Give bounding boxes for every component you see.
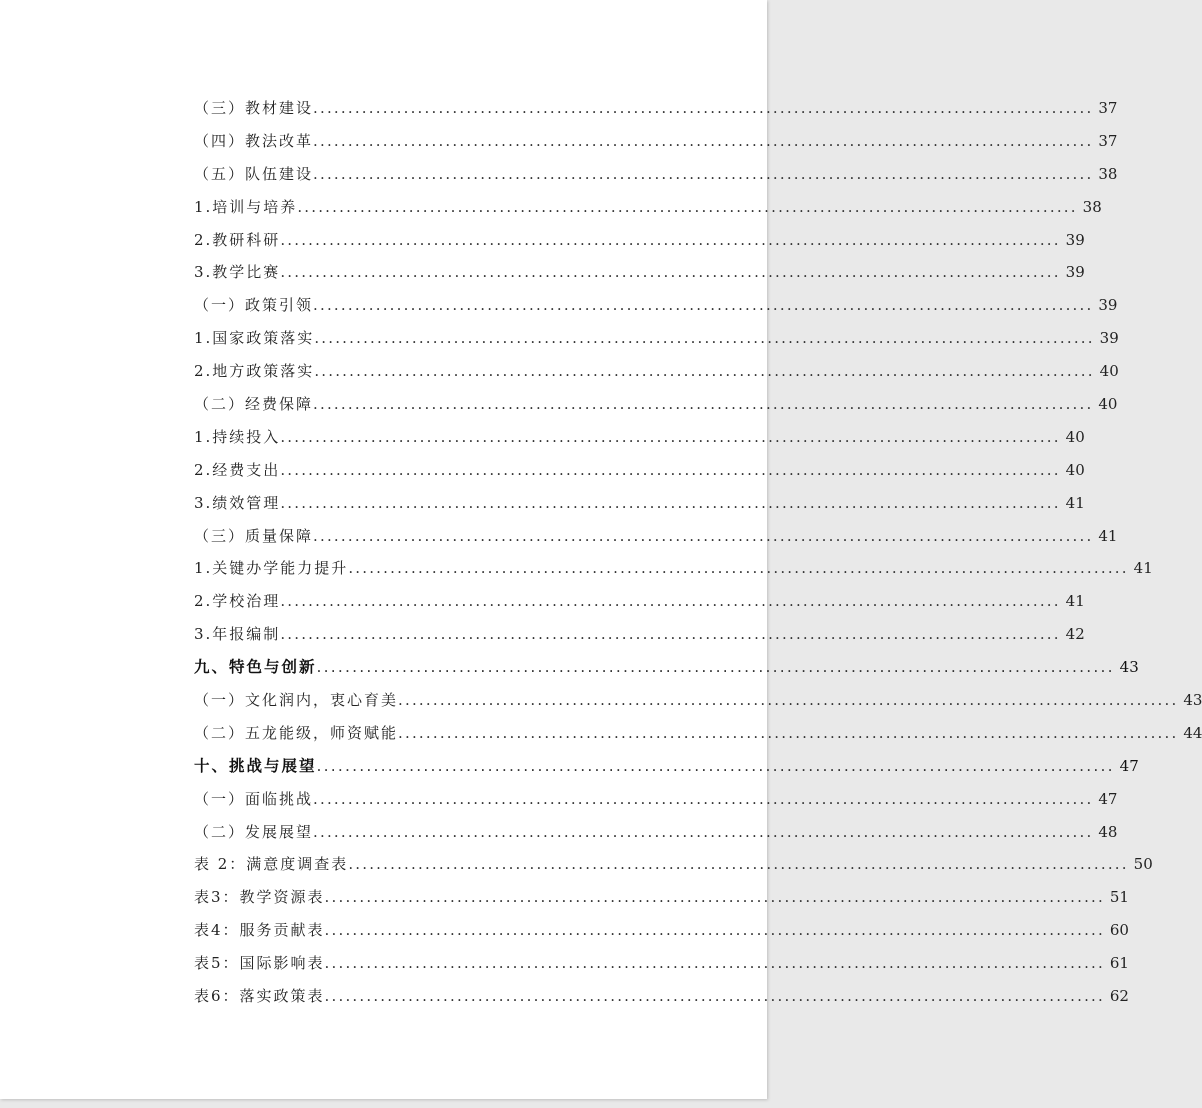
toc-entry-title: 十、挑战与展望 <box>194 756 317 775</box>
toc-dot-leader: ................................................................................................................ <box>314 362 1095 381</box>
toc-entry[interactable] <box>194 914 1129 947</box>
toc-dot-leader: ................................................................................................................ <box>313 164 1094 183</box>
toc-entry-page-number: 47 <box>1119 756 1139 775</box>
toc-entry[interactable] <box>194 256 1085 289</box>
toc-dot-leader: ................................................................................................................ <box>324 888 1105 907</box>
toc-dot-leader: ................................................................................................................ <box>313 526 1094 545</box>
toc-entry-title: （一）文化润内，衷心育美 <box>194 691 399 710</box>
toc-dot-leader: ................................................................................................................ <box>280 263 1061 282</box>
toc-entry-page-number: 41 <box>1098 526 1118 545</box>
toc-entry[interactable] <box>194 684 1202 717</box>
toc-entry-title: 2.学校治理 <box>194 592 281 611</box>
toc-entry[interactable] <box>194 783 1118 816</box>
toc-dot-leader: ................................................................................................................ <box>324 954 1105 973</box>
toc-entry[interactable] <box>194 224 1085 257</box>
toc-entry-title: 表4：服务贡献表 <box>194 921 325 940</box>
toc-dot-leader: ................................................................................................................ <box>297 197 1078 216</box>
toc-entry-page-number: 41 <box>1065 592 1085 611</box>
toc-dot-leader: ................................................................................................................ <box>316 756 1115 775</box>
toc-entry-page-number: 61 <box>1109 954 1129 973</box>
toc-entry[interactable] <box>194 520 1118 553</box>
toc-entry-page-number: 43 <box>1183 691 1202 710</box>
toc-entry[interactable] <box>194 487 1085 520</box>
toc-entry-page-number: 42 <box>1065 625 1085 644</box>
toc-dot-leader: ................................................................................................................ <box>324 987 1105 1006</box>
toc-entry[interactable] <box>194 980 1129 1013</box>
toc-entry[interactable] <box>194 125 1118 158</box>
toc-entry-page-number: 47 <box>1098 789 1118 808</box>
toc-entry-title: 表6：落实政策表 <box>194 987 325 1006</box>
toc-entry-title: 2.地方政策落实 <box>194 362 315 381</box>
toc-entry-page-number: 38 <box>1082 197 1102 216</box>
toc-entry-title: 3.绩效管理 <box>194 493 281 512</box>
toc-entry-page-number: 37 <box>1098 99 1118 117</box>
toc-entry[interactable] <box>194 651 1139 684</box>
toc-entry[interactable] <box>194 421 1085 454</box>
toc-dot-leader: ................................................................................................................ <box>398 723 1179 742</box>
toc-entry[interactable] <box>194 618 1085 651</box>
table-of-contents <box>194 92 1202 1013</box>
toc-entry-page-number: 62 <box>1109 987 1129 1006</box>
toc-entry-title: 九、特色与创新 <box>194 658 317 677</box>
toc-dot-leader: ................................................................................................................ <box>398 691 1179 710</box>
toc-entry-page-number: 51 <box>1109 888 1129 907</box>
toc-entry[interactable] <box>194 848 1153 881</box>
toc-entry[interactable] <box>194 158 1118 191</box>
toc-entry-title: 2.经费支出 <box>194 460 281 479</box>
toc-dot-leader: ................................................................................................................ <box>313 789 1094 808</box>
toc-entry-page-number: 37 <box>1098 131 1118 150</box>
toc-entry-page-number: 39 <box>1099 329 1119 348</box>
toc-entry[interactable] <box>194 552 1153 585</box>
toc-entry-title: 1.培训与培养 <box>194 197 298 216</box>
toc-entry[interactable] <box>194 816 1118 849</box>
toc-entry-title: （一）政策引领 <box>194 296 314 315</box>
toc-entry[interactable] <box>194 322 1119 355</box>
toc-entry-title: （四）教法改革 <box>194 131 314 150</box>
toc-dot-leader: ................................................................................................................ <box>280 625 1061 644</box>
toc-entry[interactable] <box>194 947 1129 980</box>
toc-entry[interactable] <box>194 750 1139 783</box>
toc-entry-page-number: 40 <box>1098 395 1118 414</box>
toc-dot-leader: ................................................................................................................ <box>348 559 1129 578</box>
toc-entry[interactable] <box>194 717 1202 750</box>
toc-entry[interactable] <box>194 881 1129 914</box>
toc-entry[interactable] <box>194 289 1118 322</box>
toc-entry-page-number: 39 <box>1098 296 1118 315</box>
toc-entry-title: 2.教研科研 <box>194 230 281 249</box>
toc-dot-leader: ................................................................................................................ <box>313 822 1094 841</box>
toc-entry-title: 1.持续投入 <box>194 427 281 446</box>
toc-entry[interactable] <box>194 92 1118 125</box>
toc-entry-page-number: 48 <box>1098 822 1118 841</box>
toc-dot-leader: ................................................................................................................ <box>316 658 1115 677</box>
toc-entry-title: （三）教材建设 <box>194 99 314 117</box>
toc-entry-title: 表3：教学资源表 <box>194 888 325 907</box>
toc-entry-page-number: 60 <box>1109 921 1129 940</box>
toc-dot-leader: ................................................................................................................ <box>313 131 1094 150</box>
toc-dot-leader: ................................................................................................................ <box>313 395 1094 414</box>
toc-entry[interactable] <box>194 585 1085 618</box>
toc-entry-page-number: 39 <box>1065 263 1085 282</box>
toc-dot-leader: ................................................................................................................ <box>280 592 1061 611</box>
toc-entry-page-number: 41 <box>1065 493 1085 512</box>
toc-entry-title: （一）面临挑战 <box>194 789 314 808</box>
toc-entry-title: （三）质量保障 <box>194 526 314 545</box>
toc-entry-page-number: 40 <box>1099 362 1119 381</box>
toc-dot-leader: ................................................................................................................ <box>314 329 1095 348</box>
toc-entry-title: （五）队伍建设 <box>194 164 314 183</box>
toc-dot-leader: ................................................................................................................ <box>348 855 1129 874</box>
toc-dot-leader: ................................................................................................................ <box>313 99 1094 117</box>
toc-entry-title: （二）发展展望 <box>194 822 314 841</box>
toc-entry-title: 3.年报编制 <box>194 625 281 644</box>
toc-entry-title: （二）经费保障 <box>194 395 314 414</box>
toc-dot-leader: ................................................................................................................ <box>280 460 1061 479</box>
toc-entry[interactable] <box>194 454 1085 487</box>
toc-entry[interactable] <box>194 355 1119 388</box>
toc-entry[interactable] <box>194 191 1102 224</box>
toc-entry[interactable] <box>194 388 1118 421</box>
toc-entry-page-number: 44 <box>1183 723 1202 742</box>
toc-entry-title: 表5：国际影响表 <box>194 954 325 973</box>
toc-dot-leader: ................................................................................................................ <box>313 296 1094 315</box>
toc-entry-page-number: 43 <box>1119 658 1139 677</box>
toc-entry-title: 1.关键办学能力提升 <box>194 559 349 578</box>
toc-entry-page-number: 50 <box>1133 855 1153 874</box>
toc-entry-page-number: 41 <box>1133 559 1153 578</box>
toc-entry-page-number: 40 <box>1065 460 1085 479</box>
toc-entry-title: 1.国家政策落实 <box>194 329 315 348</box>
toc-dot-leader: ................................................................................................................ <box>324 921 1105 940</box>
toc-entry-title: 表 2：满意度调查表 <box>194 855 349 874</box>
toc-entry-page-number: 38 <box>1098 164 1118 183</box>
toc-entry-title: 3.教学比赛 <box>194 263 281 282</box>
toc-dot-leader: ................................................................................................................ <box>280 230 1061 249</box>
toc-entry-title: （二）五龙能级，师资赋能 <box>194 723 399 742</box>
toc-entry-page-number: 40 <box>1065 427 1085 446</box>
toc-dot-leader: ................................................................................................................ <box>280 493 1061 512</box>
toc-entry-page-number: 39 <box>1065 230 1085 249</box>
toc-dot-leader: ................................................................................................................ <box>280 427 1061 446</box>
